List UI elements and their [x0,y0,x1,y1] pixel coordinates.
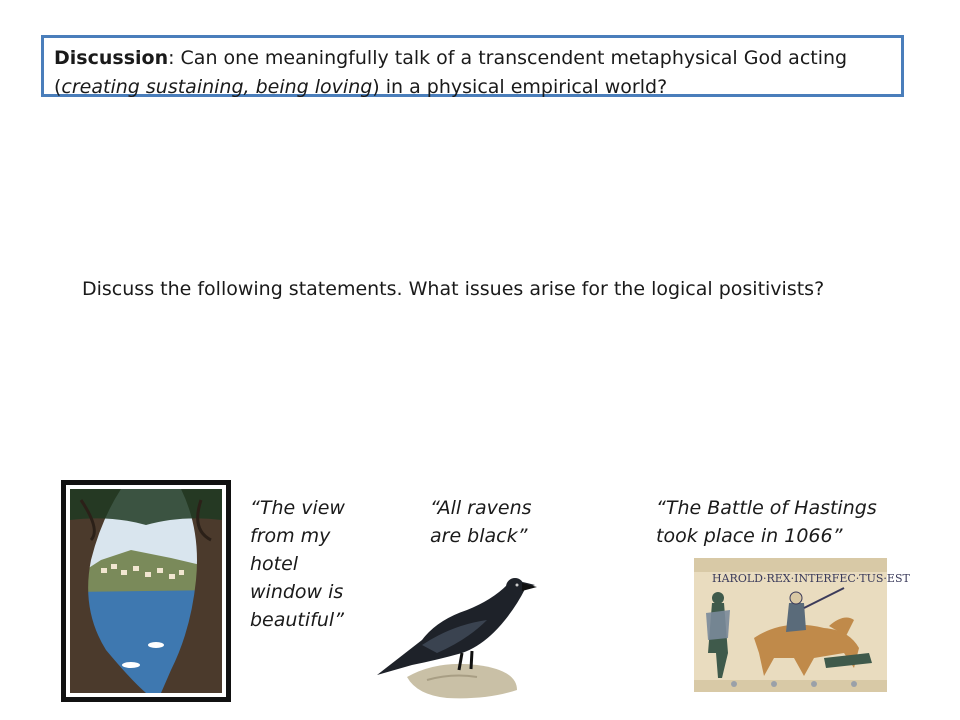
prompt-text: Discuss the following statements. What issues arise for the logical positivists? [82,278,825,300]
discussion-label: Discussion [54,47,169,69]
discussion-italic: creating sustaining, being loving [61,76,373,98]
discussion-text-2: ) in a physical empirical world? [372,76,668,98]
quote-view: “The view from my hotel window is beautiful” [250,497,345,631]
quote-ravens: “All ravens are black” [430,497,532,547]
tapestry-inscription: HAROLD·REX·INTERFEC·TUS·EST [712,572,910,585]
discussion-text-1: : Can one meaningfully talk of a transcendent metaphysical God acting ( [54,47,848,98]
hotel-view-image [61,480,231,702]
discussion-box [41,35,904,97]
raven-image [367,565,537,703]
quote-hastings: “The Battle of Hastings took place in 1066” [656,497,877,547]
bayeux-tapestry-image [694,558,910,692]
